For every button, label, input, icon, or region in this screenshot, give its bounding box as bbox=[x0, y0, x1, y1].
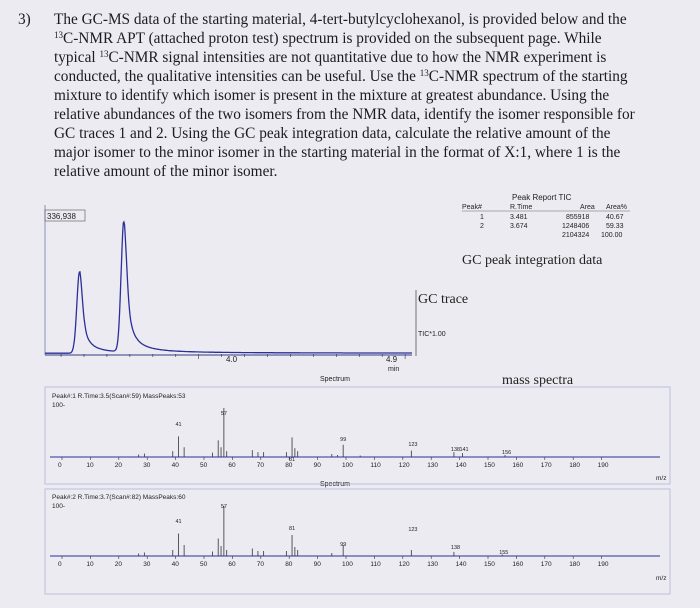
peak-row2-area: 1248406 bbox=[562, 223, 590, 230]
ms-tick-label: 140 bbox=[455, 561, 467, 568]
ms-tick-label: 100 bbox=[342, 561, 353, 568]
spectrum-1-y100: 100- bbox=[52, 402, 66, 409]
question-line-4b: C-NMR spectrum of the starting bbox=[428, 68, 628, 85]
ms-tick-label: 130 bbox=[427, 462, 439, 469]
spectrum-1-bars bbox=[139, 408, 512, 463]
peak-report-header-area: Area bbox=[580, 204, 595, 211]
ms-tick-label: 170 bbox=[540, 462, 552, 469]
spectrum-2-mz-label: m/z bbox=[656, 575, 667, 582]
ms-tick-label: 0 bbox=[58, 462, 62, 469]
ms-tick-label: 160 bbox=[512, 561, 524, 568]
spectrum-2-y100: 100- bbox=[52, 503, 66, 510]
gc-max-intensity: 336,938 bbox=[47, 212, 76, 221]
mass-spectrum-1 bbox=[45, 387, 670, 484]
ms-tick-label: 120 bbox=[398, 462, 410, 469]
ms-tick-label: 70 bbox=[256, 462, 265, 469]
spectrum-title-2: Spectrum bbox=[320, 481, 350, 488]
question-line-3b: C-NMR signal intensities are not quantitative due to how the NMR experiment is bbox=[108, 49, 607, 66]
ms-tick-label: 80 bbox=[285, 561, 293, 568]
ms-tick-label: 30 bbox=[143, 462, 151, 469]
question-number: 3) bbox=[18, 11, 31, 28]
ms-tick-label: 180 bbox=[569, 561, 581, 568]
gc-tic-label: TIC*1.00 bbox=[418, 331, 446, 338]
ms-tick-label: 60 bbox=[228, 561, 236, 568]
question-line-4: conducted, the qualitative intensities can be useful. Use the bbox=[54, 68, 420, 85]
spectrum-2-frame bbox=[45, 489, 670, 594]
ms-tick-label: 20 bbox=[114, 561, 123, 568]
mass-spectrum-2 bbox=[45, 489, 670, 594]
ms-tick-label: 110 bbox=[370, 561, 381, 568]
ms-peak-label: 156 bbox=[502, 450, 512, 456]
peak-report-header-areapct: Area% bbox=[606, 204, 628, 211]
spectrum-2-axis bbox=[50, 556, 660, 568]
spectrum-1-mz-label: m/z bbox=[656, 475, 667, 482]
ms-peak-label: 57 bbox=[220, 504, 228, 510]
ms-tick-label: 160 bbox=[512, 462, 524, 469]
gc-tick-label-49: 4.9 bbox=[386, 355, 398, 364]
ms-tick-label: 40 bbox=[171, 462, 179, 469]
question-line-9: relative amount of the minor isomer. bbox=[54, 163, 278, 180]
spectrum-1-axis bbox=[50, 457, 660, 469]
gc-trace-plot bbox=[45, 205, 468, 373]
superscript-13: 13 bbox=[419, 68, 429, 78]
mass-spectra-caption: mass spectra bbox=[502, 373, 574, 388]
gc-tick-label-40: 4.0 bbox=[226, 355, 238, 364]
peak-row1-area: 855918 bbox=[566, 214, 590, 221]
question-line-2: C-NMR APT (attached proton test) spectrum is provided on the subsequent page. While bbox=[63, 30, 602, 47]
ms-tick-label: 180 bbox=[569, 462, 581, 469]
spectrum-1-header: Peak#:1 R.Time:3.5(Scan#:59) MassPeaks:53 bbox=[52, 393, 186, 400]
peak-row2-rtime: 3.674 bbox=[510, 223, 528, 230]
question-line-6: relative abundances of the two isomers from the NMR data, identify the isomer responsible for bbox=[54, 106, 635, 123]
peak-row1-peak: 1 bbox=[480, 214, 484, 221]
ms-tick-label: 130 bbox=[427, 561, 439, 568]
gc-trace-caption: GC trace bbox=[418, 292, 469, 307]
ms-tick-label: 50 bbox=[200, 462, 208, 469]
ms-peak-label: 41 bbox=[175, 422, 182, 428]
peak-row1-rtime: 3.481 bbox=[510, 214, 528, 221]
ms-tick-label: 170 bbox=[540, 561, 552, 568]
peak-report-caption: GC peak integration data bbox=[462, 253, 603, 268]
ms-tick-label: 150 bbox=[484, 561, 495, 568]
superscript-13: 13 bbox=[54, 30, 63, 40]
peak-row2-areapct: 59.33 bbox=[606, 223, 624, 230]
ms-tick-label: 60 bbox=[228, 462, 236, 469]
ms-tick-label: 50 bbox=[200, 561, 208, 568]
ms-tick-label: 190 bbox=[597, 561, 609, 568]
ms-tick-label: 0 bbox=[58, 561, 62, 568]
spectrum-title-1: Spectrum bbox=[320, 376, 350, 383]
ms-peak-label: 123 bbox=[408, 527, 418, 533]
peak-total-areapct: 100.00 bbox=[601, 232, 623, 239]
ms-peak-label: 81 bbox=[289, 526, 296, 532]
ms-tick-label: 30 bbox=[143, 561, 151, 568]
ms-tick-label: 100 bbox=[342, 462, 353, 469]
ms-peak-label: 81 bbox=[289, 457, 296, 463]
ms-tick-label: 140 bbox=[455, 462, 467, 469]
ms-tick-label: 10 bbox=[86, 462, 94, 469]
ms-tick-label: 10 bbox=[86, 561, 94, 568]
spectrum-2-header: Peak#:2 R.Time:3.7(Scan#:82) MassPeaks:60 bbox=[52, 494, 186, 501]
peak-report-header-peak: Peak# bbox=[462, 204, 482, 211]
ms-tick-label: 90 bbox=[313, 462, 321, 469]
ms-tick-label: 120 bbox=[398, 561, 410, 568]
ms-tick-label: 90 bbox=[313, 561, 321, 568]
question-line-7: GC traces 1 and 2. Using the GC peak integration data, calculate the relative amount of the bbox=[54, 125, 611, 142]
ms-tick-label: 190 bbox=[597, 462, 609, 469]
gc-trace-line bbox=[45, 222, 412, 353]
question-line-1: The GC-MS data of the starting material, 4-tert-butylcyclohexanol, is provided below and the bbox=[54, 11, 627, 28]
ms-tick-label: 40 bbox=[171, 561, 179, 568]
ms-peak-label: 123 bbox=[408, 442, 418, 448]
ms-peak-label: 138 bbox=[450, 545, 461, 551]
ms-peak-label: 41 bbox=[175, 519, 182, 525]
peak-row2-peak: 2 bbox=[480, 223, 484, 230]
ms-peak-label: 155 bbox=[499, 550, 509, 556]
peak-total-area: 2104324 bbox=[562, 232, 590, 239]
ms-peak-label: 141 bbox=[459, 447, 469, 453]
question-line-3a: typical bbox=[54, 49, 100, 66]
gc-x-unit: min bbox=[388, 366, 400, 373]
ms-tick-label: 70 bbox=[256, 561, 265, 568]
question-line-5: mixture to identify which isomer is present in the mixture at greatest abundance. Using the bbox=[54, 87, 610, 104]
peak-report-header-rtime: R.Time bbox=[510, 204, 533, 211]
peak-row1-areapct: 40.67 bbox=[606, 214, 624, 221]
peak-report-table bbox=[462, 193, 630, 268]
ms-peak-label: 138 bbox=[450, 447, 461, 453]
peak-report-title: Peak Report TIC bbox=[512, 193, 572, 202]
ms-tick-label: 150 bbox=[484, 462, 495, 469]
ms-peak-label: 57 bbox=[220, 411, 228, 417]
spectrum-1-frame bbox=[45, 387, 670, 484]
question-line-8: major isomer to the minor isomer in the starting material in the format of X:1, where 1 is the bbox=[54, 144, 621, 161]
superscript-13: 13 bbox=[99, 49, 109, 59]
ms-peak-label: 99 bbox=[340, 542, 347, 548]
ms-tick-label: 80 bbox=[285, 462, 293, 469]
ms-tick-label: 20 bbox=[114, 462, 123, 469]
spectrum-2-bars bbox=[139, 504, 509, 556]
ms-peak-label: 99 bbox=[340, 437, 347, 443]
ms-tick-label: 110 bbox=[370, 462, 381, 469]
